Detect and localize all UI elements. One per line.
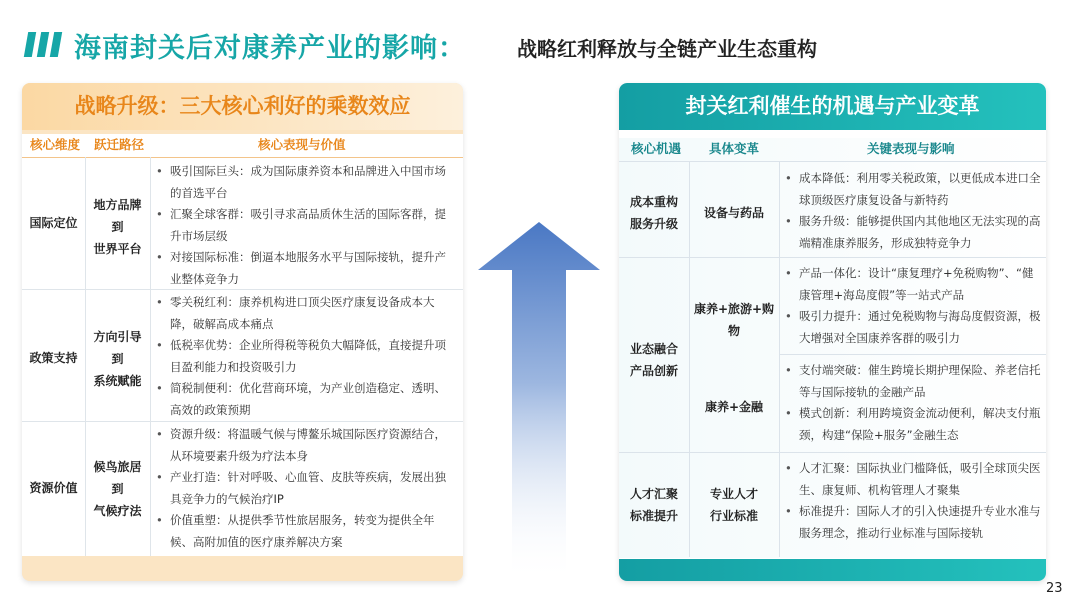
list-item: • 吸引力提升：通过免税购物与海岛度假资源，极大增强对全国康养客群的吸引力 [785, 306, 1041, 349]
opportunity-line: 业态融合 [629, 342, 678, 356]
right-row-change: 康养+金融 [704, 400, 764, 414]
path-from: 候鸟旅居 [93, 460, 142, 474]
left-panel-header: 战略升级：三大核心利好的乘数效应 [22, 83, 463, 130]
list-item: • 价值重塑：从提供季节性旅居服务，转变为提供全年候、高附加值的医疗康养解决方案 [156, 510, 456, 553]
left-row-path [85, 456, 150, 522]
right-table [619, 138, 1046, 558]
list-item: • 简税制便利：优化营商环境，为产业创造稳定、透明、高效的政策预期 [156, 378, 456, 421]
divider [150, 157, 151, 556]
opportunity-line: 成本重构 [629, 195, 678, 209]
left-table [22, 134, 463, 556]
list-item: • 对接国际标准：倒逼本地服务水平与国际接轨，提升产业整体竞争力 [156, 247, 456, 290]
right-row-points [785, 458, 1041, 544]
right-col-impact: 关键表现与影响 [867, 141, 955, 156]
list-item: • 支付端突破：催生跨境长期护理保险、养老信托等与国际接轨的金融产品 [785, 360, 1041, 403]
right-panel-footer [619, 559, 1046, 581]
right-row-change: 康养+旅游+购物 [693, 302, 775, 338]
title-bars-icon [22, 30, 68, 58]
list-item: • 汇聚全球客群：吸引寻求高品质休生活的国际客群，提升市场层级 [156, 204, 456, 247]
divider [619, 452, 1046, 453]
path-target: 系统赋能 [93, 374, 142, 388]
list-item: • 零关税红利：康养机构进口顶尖医疗康复设备成本大降，破解高成本痛点 [156, 292, 456, 335]
list-item: • 标准提升：国际人才的引入快速提升专业水准与服务理念，推动行业标准与国际接轨 [785, 501, 1041, 544]
right-row-change: 设备与药品 [703, 206, 764, 220]
right-panel [619, 83, 1046, 581]
right-row-opportunity [619, 191, 689, 235]
path-target: 气候疗法 [93, 504, 142, 518]
page-number: 23 [1046, 581, 1063, 596]
left-row-dimension: 资源价值 [29, 481, 78, 495]
page-subtitle: 战略红利释放与全链产业生态重构 [517, 37, 817, 61]
list-item: • 吸引国际巨头：成为国际康养资本和品牌进入中国市场的首选平台 [156, 161, 456, 204]
right-row-points [785, 263, 1041, 349]
path-to: 到 [111, 220, 124, 234]
left-col-path: 跃迁路径 [94, 137, 145, 152]
list-item: • 低税率优势：企业所得税等税负大幅降低，直接提升项目盈利能力和投资吸引力 [156, 335, 456, 378]
right-row-points [785, 360, 1041, 446]
left-col-value: 核心表现与价值 [258, 137, 346, 152]
path-to: 到 [111, 482, 124, 496]
opportunity-line: 人才汇聚 [629, 487, 678, 501]
change-line: 专业人才 [709, 487, 758, 501]
right-row-opportunity [619, 338, 689, 382]
divider [619, 257, 1046, 258]
divider [779, 161, 780, 557]
list-item: • 服务升级：能够提供国内其他地区无法实现的高端精准康养服务，形成独特竞争力 [785, 211, 1041, 254]
right-col-change: 具体变革 [709, 141, 760, 156]
left-row-points [156, 161, 456, 290]
divider [22, 421, 463, 422]
left-row-points [156, 424, 456, 553]
list-item: • 产品一体化：设计“康复理疗+免税购物”、“健康管理+海岛度假”等一站式产品 [785, 263, 1041, 306]
list-item: • 模式创新：利用跨境资金流动便利，解决支付瓶颈，构建“保险+服务”金融生态 [785, 403, 1041, 446]
left-row-path [85, 326, 150, 392]
left-row-path [85, 194, 150, 260]
up-arrow-icon [478, 222, 600, 582]
path-from: 地方品牌 [93, 198, 142, 212]
divider [22, 157, 463, 158]
left-panel-footer [22, 556, 463, 581]
list-item: • 人才汇聚：国际执业门槛降低，吸引全球顶尖医生、康复师、机构管理人才聚集 [785, 458, 1041, 501]
right-row-points [785, 168, 1041, 254]
opportunity-line: 标准提升 [629, 509, 678, 523]
left-row-dimension: 政策支持 [29, 351, 78, 365]
left-row-points [156, 292, 456, 421]
divider [779, 354, 1046, 355]
right-row-change [689, 483, 779, 527]
list-item: • 产业打造：针对呼吸、心血管、皮肤等疾病，发展出独具竞争力的气候治疗IP [156, 467, 456, 510]
left-panel [22, 83, 463, 581]
opportunity-line: 服务升级 [629, 217, 678, 231]
change-line: 行业标准 [709, 509, 758, 523]
opportunity-line: 产品创新 [629, 364, 678, 378]
path-target: 世界平台 [93, 242, 142, 256]
left-col-dimension: 核心维度 [30, 137, 81, 152]
right-panel-header: 封关红利催生的机遇与产业变革 [619, 83, 1046, 130]
path-from: 方向引导 [93, 330, 142, 344]
divider [619, 161, 1046, 162]
right-row-opportunity [619, 483, 689, 527]
path-to: 到 [111, 352, 124, 366]
divider [22, 289, 463, 290]
left-row-dimension: 国际定位 [29, 216, 78, 230]
page-title: 海南封关后对康养产业的影响： [74, 33, 466, 64]
list-item: • 资源升级：将温暖气候与博鳌乐城国际医疗资源结合，从环境要素升级为疗法本身 [156, 424, 456, 467]
list-item: • 成本降低：利用零关税政策，以更低成本进口全球顶级医疗康复设备与新特药 [785, 168, 1041, 211]
right-col-opportunity: 核心机遇 [631, 141, 682, 156]
